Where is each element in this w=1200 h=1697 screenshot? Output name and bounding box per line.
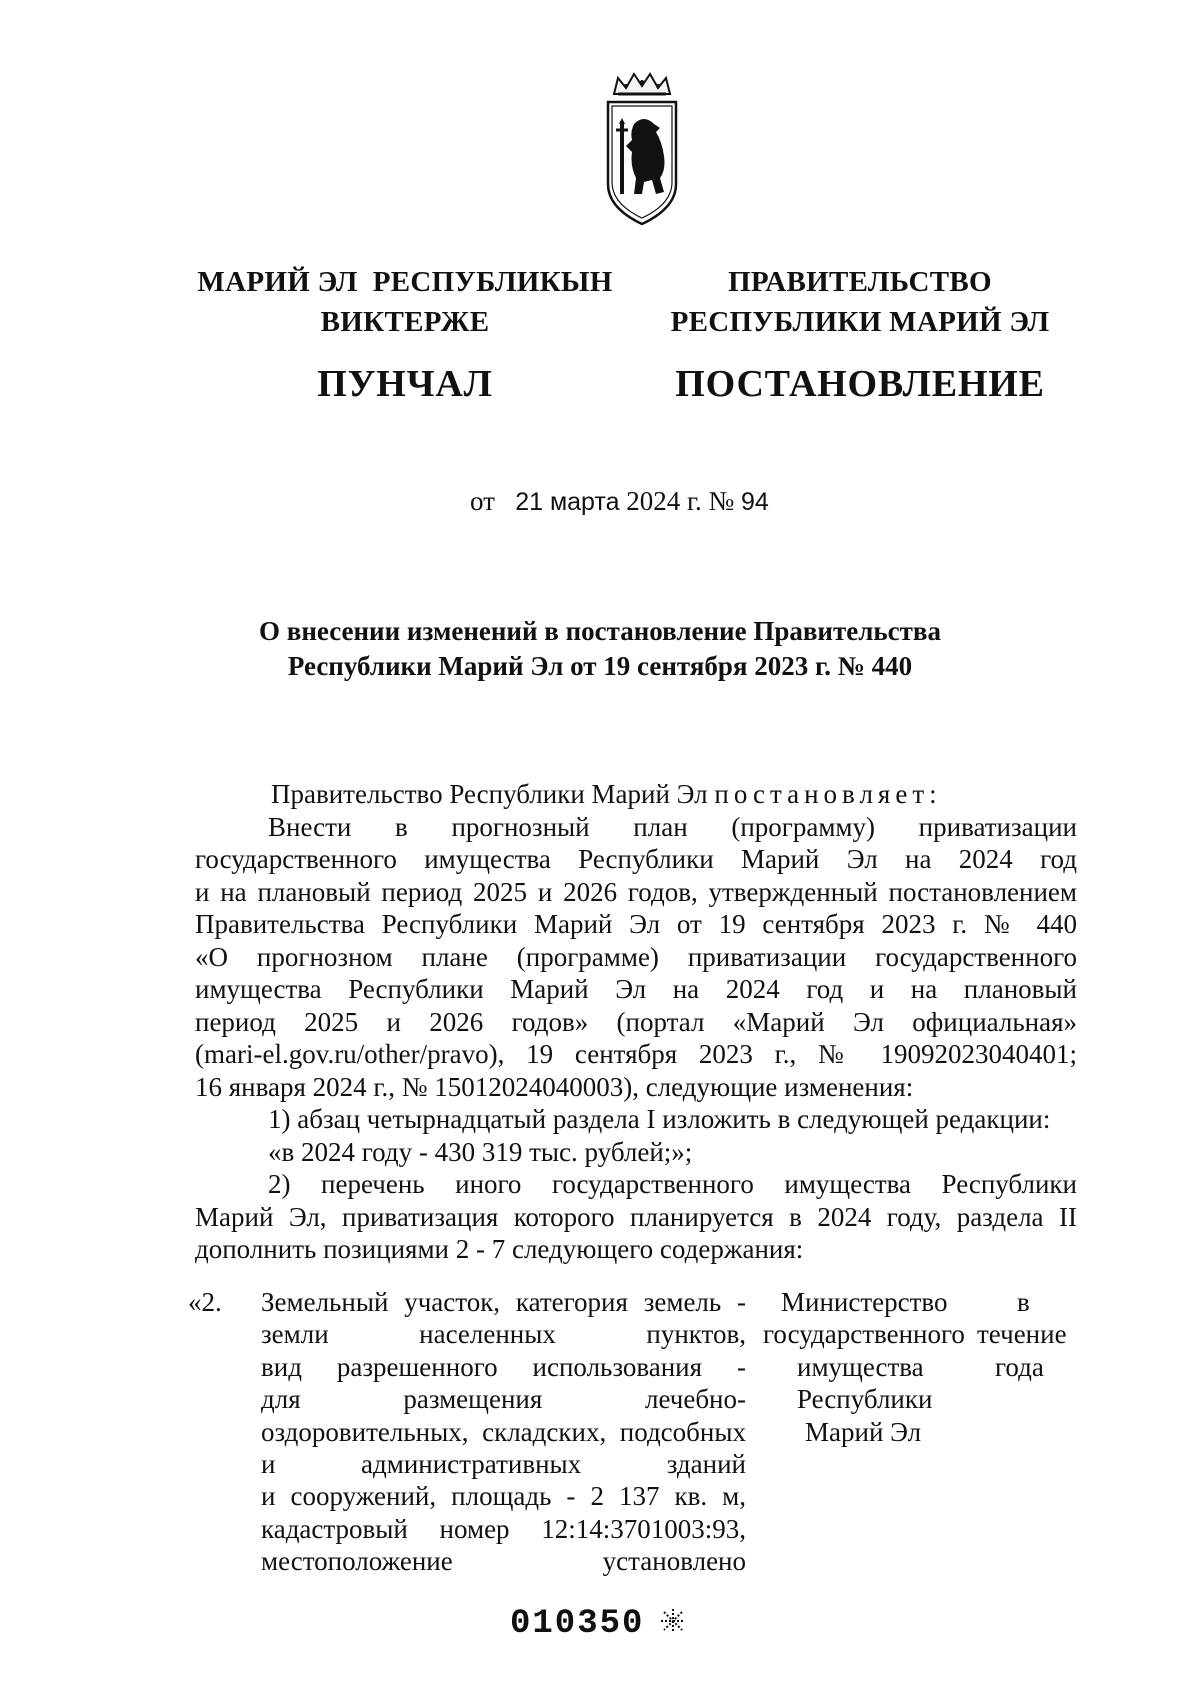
body-line: период 2025 и 2026 годов» (портал «Марий Эл официальная» <box>195 1006 1077 1037</box>
lead-verb: постановляет: <box>714 779 942 809</box>
description-line: земли населенных пунктов, <box>261 1319 746 1350</box>
header-left-doc-type: ПУНЧАЛ <box>317 363 493 405</box>
description-line: вид разрешенного использования - <box>261 1351 746 1382</box>
body-line: Правительства Республики Марий Эл от 19 сентября 2023 г. № 440 <box>195 909 1077 939</box>
asterisk-mark-icon <box>658 1606 688 1636</box>
row-responsible <box>763 1286 973 1448</box>
body-line: Внести в прогнозный план (программу) приватизации <box>268 811 1077 842</box>
document-subject <box>180 614 1020 684</box>
date-year: 2024 г. № <box>626 486 735 516</box>
header-right <box>660 262 1060 412</box>
responsible-line: Марий Эл <box>805 1416 922 1447</box>
description-line: оздоровительных, складских, подсобных <box>261 1416 746 1447</box>
row-term <box>973 1286 1073 1383</box>
body-line: государственного имущества Республики Марий Эл на 2024 год <box>195 844 1077 874</box>
term-line: года <box>995 1351 1044 1382</box>
header-right-line1: ПРАВИТЕЛЬСТВО <box>728 266 992 298</box>
responsible-line: Республики <box>797 1384 933 1415</box>
description-line: для размещения лечебно- <box>261 1384 746 1415</box>
responsible-line: имущества <box>797 1351 924 1382</box>
responsible-line: Министерство <box>781 1287 948 1317</box>
term-line: в <box>1017 1287 1030 1317</box>
date-day-month: 21 марта <box>515 488 620 516</box>
coat-of-arms-icon <box>604 66 680 232</box>
body-line: (mari-el.gov.ru/other/pravo), 19 сентября 2023 г., № 19092023040401; <box>195 1039 1077 1069</box>
list-item-1: 1) абзац четырнадцатый раздела I изложить в следующей редакции: <box>268 1104 1051 1134</box>
description-line: Земельный участок, категория земель - <box>261 1287 746 1317</box>
header-left-line2: ВИКТЕРЖЕ <box>320 306 490 338</box>
list-item-2-line: дополнить позициями 2 - 7 следующего содержания: <box>195 1234 804 1264</box>
header-right-doc-type: ПОСТАНОВЛЕНИЕ <box>675 363 1045 405</box>
header-left <box>160 262 650 412</box>
header-left-line1: МАРИЙ ЭЛ РЕСПУБЛИКЫН <box>197 266 613 298</box>
description-line: кадастровый номер 12:14:3701003:93, <box>261 1513 746 1544</box>
header-right-line2: РЕСПУБЛИКИ МАРИЙ ЭЛ <box>670 306 1050 338</box>
term-line: течение <box>977 1319 1067 1350</box>
form-serial-number: 010350 <box>510 1605 645 1643</box>
body-line: и на плановый период 2025 и 2026 годов, утвержденный постановлением <box>195 876 1077 907</box>
date-line <box>470 486 769 517</box>
body-line: 16 января 2024 г., № 15012024040003), следующие изменения: <box>195 1071 914 1102</box>
list-item-2-line: Марий Эл, приватизация которого планируется в 2024 году, раздела II <box>195 1201 1077 1232</box>
document-number: 94 <box>741 488 769 516</box>
body-line: «О прогнозном плане (программе) приватизации государственного <box>195 941 1077 972</box>
description-line: и административных зданий <box>261 1449 746 1480</box>
list-item-1-text: «в 2024 году - 430 319 тыс. рублей;»; <box>268 1136 693 1167</box>
row-number: «2. <box>188 1287 222 1317</box>
subject-line-2: Республики Марий Эл от 19 сентября 2023 г. № 440 <box>287 651 913 681</box>
document-body <box>195 778 1077 1266</box>
responsible-line: государственного <box>763 1319 965 1350</box>
lead-text: Правительство Республики Марий Эл <box>271 779 708 809</box>
list-item-2: 2) перечень иного государственного имущества Республики <box>268 1169 1077 1199</box>
row-description <box>261 1286 746 1578</box>
body-lead <box>195 778 1077 811</box>
description-line: и сооружений, площадь - 2 137 кв. м, <box>261 1481 746 1512</box>
body-line: имущества Республики Марий Эл на 2024 год и на плановый <box>195 974 1077 1004</box>
subject-line-1: О внесении изменений в постановление Правительства <box>259 616 941 646</box>
date-prefix: от <box>470 486 495 516</box>
description-line: местоположение установлено <box>261 1546 746 1577</box>
